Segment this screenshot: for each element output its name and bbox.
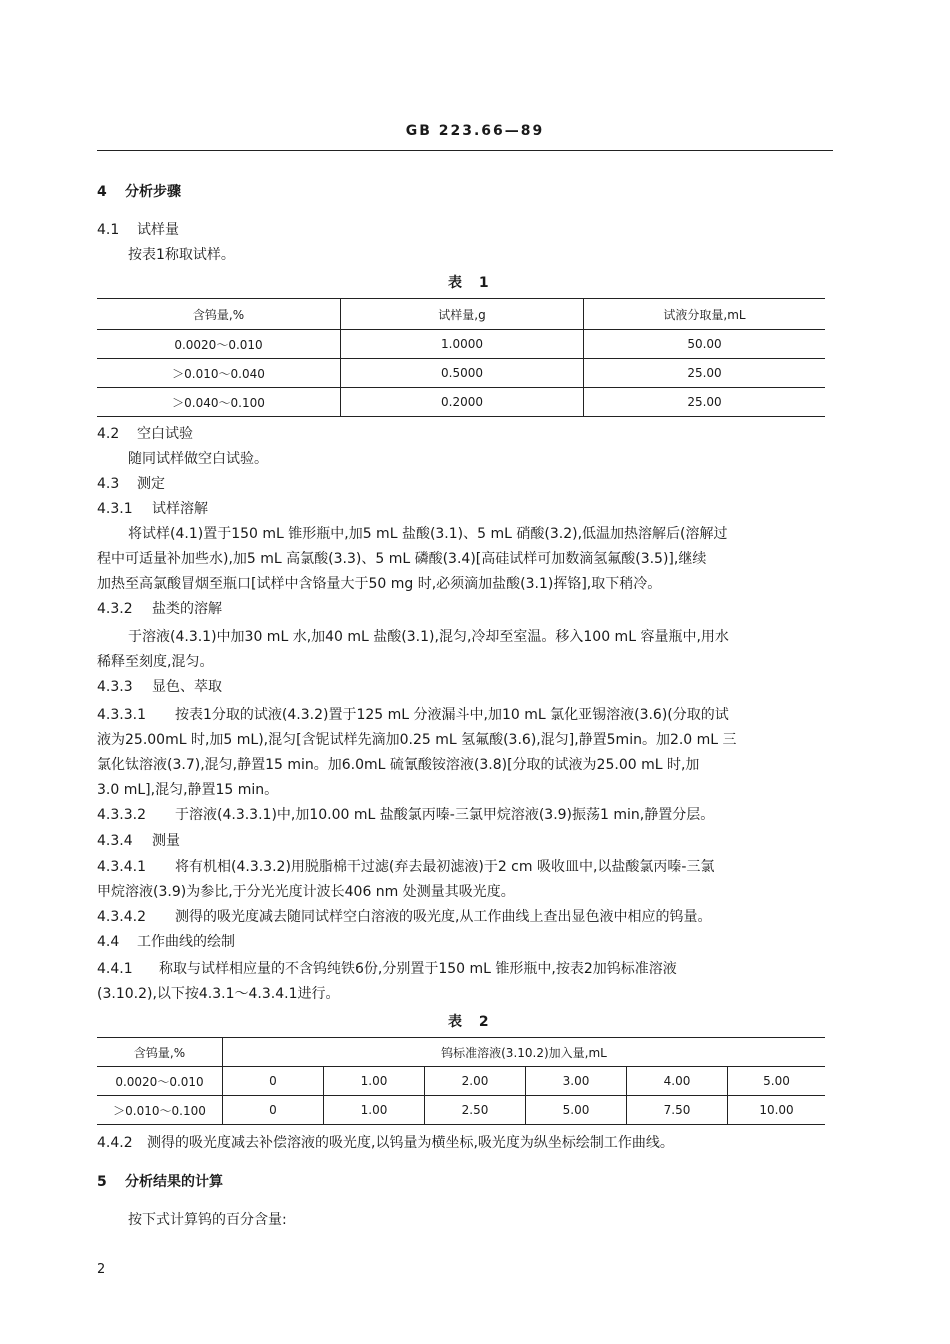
section-4-3-3-1-line: 3.0 mL],混匀,静置15 min。 [97,782,279,798]
section-4-3-1-heading: 4.3.1 试样溶解 [97,501,208,517]
table-1-header-cell: 试样量,g [341,299,584,330]
section-4-3-1-line: 程中可适量补加些水),加5 mL 高氯酸(3.3)、5 mL 磷酸(3.4)[高硅试样可加数滴氢氟酸(3.5)],继续 [97,551,707,567]
table-1-cell: 25.00 [584,359,826,388]
section-4-1-body: 按表1称取试样。 [128,247,235,263]
table-2-cell: 0.0020～0.010 [97,1067,223,1096]
section-4-1-heading: 4.1 试样量 [97,222,179,238]
section-4-3-4-2: 4.3.4.2 测得的吸光度减去随同试样空白溶液的吸光度,从工作曲线上查出显色液中相应的钨量。 [97,909,712,925]
section-4-4-1-first-line: 4.4.1 称取与试样相应量的不含钨纯铁6份,分别置于150 mL 锥形瓶中,按表2加钨标准溶液 [97,961,677,977]
table-2-cell: 5.00 [728,1067,826,1096]
table-1-cell: 50.00 [584,330,826,359]
table-1-cell: 0.5000 [341,359,584,388]
section-4-3-heading: 4.3 测定 [97,476,165,492]
table-2-cell: 7.50 [627,1096,728,1125]
section-4-3-4-heading: 4.3.4 测量 [97,833,180,849]
table-2-cell: 4.00 [627,1067,728,1096]
table-1-header-cell: 试液分取量,mL [584,299,826,330]
table-2-cell: 3.00 [526,1067,627,1096]
table-1-header-cell: 含钨量,% [97,299,341,330]
table-2-cell: 2.50 [425,1096,526,1125]
table-2-header-cell: 钨标准溶液(3.10.2)加入量,mL [223,1038,826,1067]
table-2-cell: 0 [223,1096,324,1125]
section-4-4-heading: 4.4 工作曲线的绘制 [97,934,235,950]
section-4-3-2-line: 稀释至刻度,混匀。 [97,654,214,670]
table-2-cell: 2.00 [425,1067,526,1096]
standard-code-header: GB 223.66—89 [405,123,545,139]
section-4-4-1-line: (3.10.2),以下按4.3.1～4.3.4.1进行。 [97,986,340,1002]
table-1-cell: ＞0.040～0.100 [97,388,341,417]
table-1-cell: 0.0020～0.010 [97,330,341,359]
section-4-2-heading: 4.2 空白试验 [97,426,193,442]
table-row [97,388,825,417]
table-2-header-cell: 含钨量,% [97,1038,223,1067]
section-4-3-3-heading: 4.3.3 显色、萃取 [97,679,222,695]
table-row [97,1067,825,1096]
table-row [97,330,825,359]
table-1 [97,298,825,417]
section-4-3-1-line: 将试样(4.1)置于150 mL 锥形瓶中,加5 mL 盐酸(3.1)、5 mL 硝酸(3.2),低温加热溶解后(溶解过 [128,526,728,542]
page-number: 2 [97,1262,106,1277]
section-4-3-3-2: 4.3.3.2 于溶液(4.3.3.1)中,加10.00 mL 盐酸氯丙嗪-三氯甲烷溶液(3.9)振荡1 min,静置分层。 [97,807,715,823]
table-2-caption: 表 2 [448,1014,495,1030]
table-2-cell: 5.00 [526,1096,627,1125]
table-1-caption: 表 1 [448,275,495,291]
table-2-cell: 0 [223,1067,324,1096]
table-2-cell: 1.00 [324,1096,425,1125]
section-4-heading: 4 分析步骤 [97,184,181,200]
section-4-3-4-1-first-line: 4.3.4.1 将有机相(4.3.3.2)用脱脂棉干过滤(弃去最初滤液)于2 cm 吸收皿中,以盐酸氯丙嗪-三氯 [97,859,715,875]
section-5-heading: 5 分析结果的计算 [97,1174,223,1190]
table-1-cell: 25.00 [584,388,826,417]
table-1-cell: 0.2000 [341,388,584,417]
table-row [97,359,825,388]
table-2-cell: 10.00 [728,1096,826,1125]
table-2-cell: 1.00 [324,1067,425,1096]
section-4-3-3-1-line: 液为25.00mL 时,加5 mL),混匀[含铌试样先滴加0.25 mL 氢氟酸(3.6),混匀],静置5min。加2.0 mL 三 [97,732,737,748]
table-1-cell: 1.0000 [341,330,584,359]
table-1-cell: ＞0.010～0.040 [97,359,341,388]
table-2 [97,1037,825,1125]
table-row [97,1096,825,1125]
section-4-3-2-heading: 4.3.2 盐类的溶解 [97,601,222,617]
section-4-3-3-1-line: 氯化钛溶液(3.7),混匀,静置15 min。加6.0mL 硫氰酸铵溶液(3.8)[分取的试液为25.00 mL 时,加 [97,757,700,773]
section-4-2-body: 随同试样做空白试验。 [128,451,268,467]
section-4-3-2-line: 于溶液(4.3.1)中加30 mL 水,加40 mL 盐酸(3.1),混匀,冷却至室温。移入100 mL 容量瓶中,用水 [128,629,729,645]
section-4-3-4-1-line: 甲烷溶液(3.9)为参比,于分光光度计波长406 nm 处测量其吸光度。 [97,884,515,900]
header-rule [97,150,833,151]
section-4-3-3-1-first-line: 4.3.3.1 按表1分取的试液(4.3.2)置于125 mL 分液漏斗中,加10 mL 氯化亚锡溶液(3.6)(分取的试 [97,707,729,723]
table-2-cell: ＞0.010～0.100 [97,1096,223,1125]
section-4-3-1-line: 加热至高氯酸冒烟至瓶口[试样中含铬量大于50 mg 时,必须滴加盐酸(3.1)挥铬],取下稍冷。 [97,576,662,592]
section-5-body: 按下式计算钨的百分含量: [128,1212,287,1228]
section-4-4-2: 4.4.2 测得的吸光度减去补偿溶液的吸光度,以钨量为横坐标,吸光度为纵坐标绘制工作曲线。 [97,1135,674,1151]
